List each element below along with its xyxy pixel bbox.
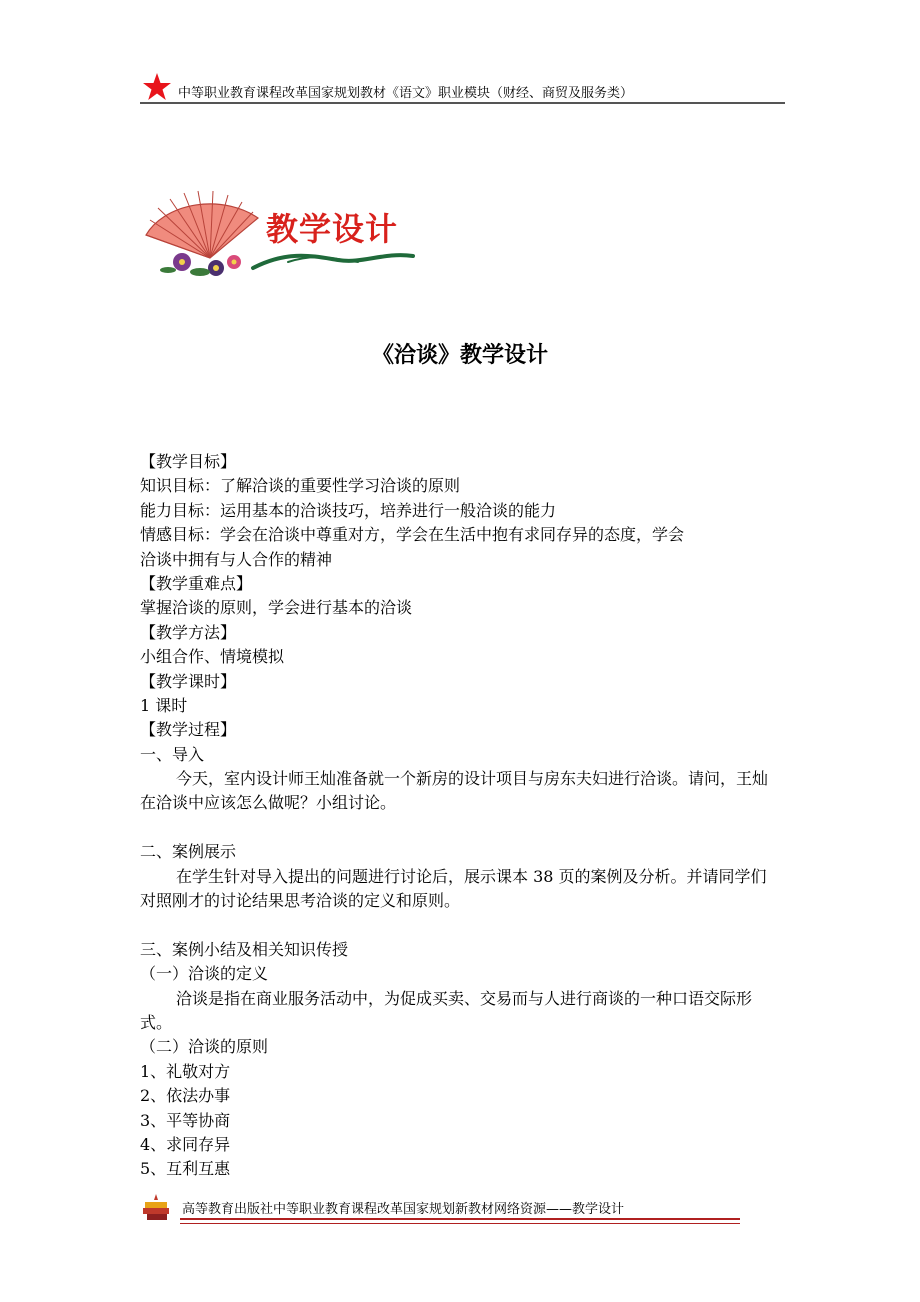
intro-paragraph: 今天，室内设计师王灿准备就一个新房的设计项目与房东夫妇进行洽谈。请问，王灿在洽谈中应该怎么做呢？小组讨论。 [140, 769, 769, 813]
books-icon [140, 1192, 172, 1224]
step-heading-case: 二、案例展示 [140, 842, 237, 862]
principle-item: 2、依法办事 [140, 1086, 231, 1106]
principle-item: 1、礼敬对方 [140, 1061, 231, 1081]
methods-text: 小组合作、情境模拟 [140, 647, 285, 667]
header-text: 中等职业教育课程改革国家规划教材《语文》职业模块（财经、商贸及服务类） [178, 86, 634, 101]
header-rule [140, 102, 785, 104]
definition-paragraph: 洽谈是指在商业服务活动中，为促成买卖、交易而与人进行商谈的一种口语交际形式。 [140, 988, 753, 1033]
subheading-principles: （二）洽谈的原则 [140, 1037, 269, 1057]
subheading-definition: （一）洽谈的定义 [140, 964, 269, 984]
section-heading-key-points: 【教学重难点】 [140, 573, 253, 593]
document-title: 《洽谈》教学设计 [371, 343, 548, 368]
knowledge-objective: 知识目标：了解洽谈的重要性学习洽谈的原则 [140, 476, 461, 496]
spacer [140, 913, 780, 937]
principle-item: 4、求同存异 [140, 1135, 231, 1155]
star-icon [142, 72, 172, 102]
banner [138, 190, 428, 280]
step-heading-summary: 三、案例小结及相关知识传授 [140, 939, 349, 959]
principle-item: 3、平等协商 [140, 1110, 231, 1130]
section-heading-process: 【教学过程】 [140, 720, 237, 740]
page-header [140, 76, 785, 104]
case-paragraph: 在学生针对导入提出的问题进行讨论后，展示课本 38 页的案例及分析。并请同学们对照刚才的讨论结果思考洽谈的定义和原则。 [140, 866, 767, 911]
principle-item: 5、互利互惠 [140, 1159, 231, 1179]
key-points-text: 掌握洽谈的原则，学会进行基本的洽谈 [140, 598, 413, 618]
step-heading-intro: 一、导入 [140, 744, 205, 764]
section-heading-objectives: 【教学目标】 [140, 452, 237, 471]
footer-text: 高等教育出版社中等职业教育课程改革国家规划新教材网络资源——教学设计 [182, 1202, 625, 1217]
document-body [140, 450, 780, 1182]
emotion-objective: 情感目标：学会在洽谈中尊重对方，学会在生活中抱有求同存异的态度，学会 [140, 525, 685, 545]
spacer [140, 816, 780, 840]
hours-text: 1 课时 [140, 695, 188, 715]
ability-objective: 能力目标：运用基本的洽谈技巧，培养进行一般洽谈的能力 [140, 500, 557, 520]
footer-rule [180, 1218, 740, 1220]
section-heading-methods: 【教学方法】 [140, 622, 237, 642]
section-heading-hours: 【教学课时】 [140, 671, 237, 691]
emotion-objective-cont: 洽谈中拥有与人合作的精神 [140, 549, 333, 569]
banner-title: 教学设计 [266, 210, 399, 248]
footer-rule-thin [180, 1223, 740, 1224]
page-footer [140, 1192, 740, 1228]
